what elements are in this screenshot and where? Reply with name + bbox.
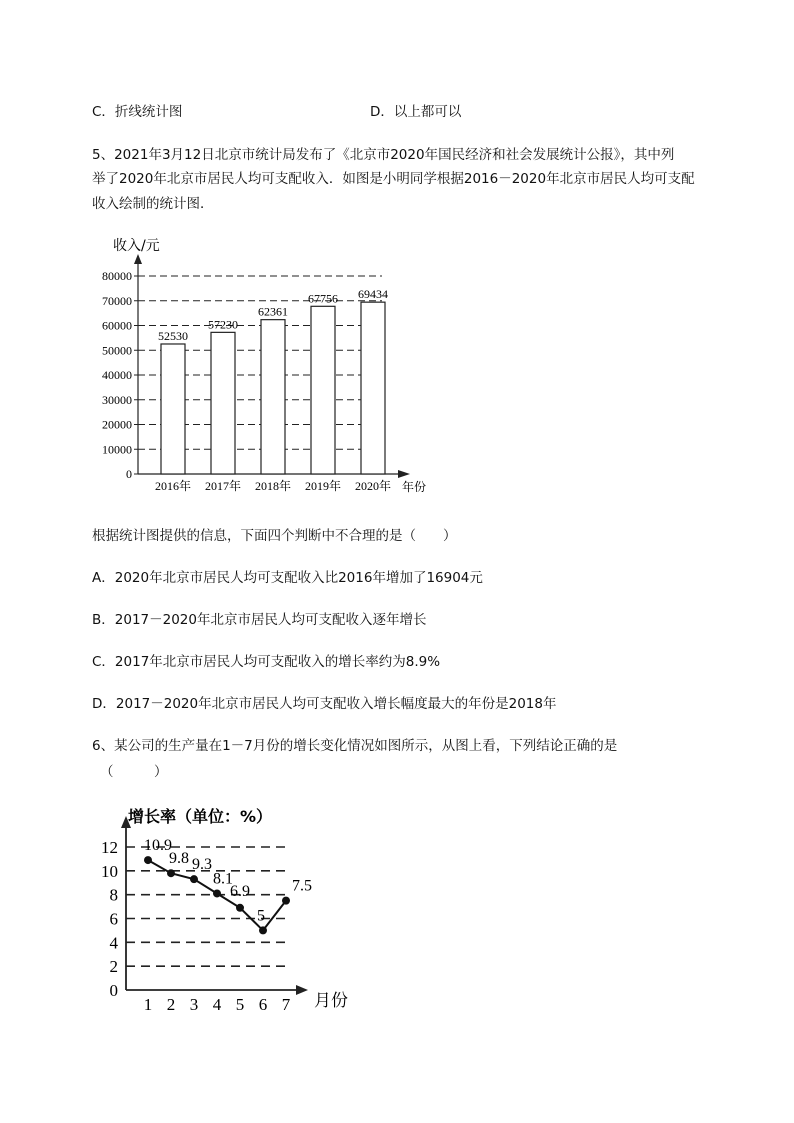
x-tick-label: 4 xyxy=(212,995,222,1014)
data-point xyxy=(190,875,198,883)
x-tick-label: 3 xyxy=(189,995,199,1014)
y-tick-label: 2 xyxy=(109,957,118,977)
y-tick-label: 4 xyxy=(109,933,118,953)
x-axis-title: 月份 xyxy=(314,991,348,1011)
bar xyxy=(161,344,185,474)
y-tick-label: 30000 xyxy=(102,392,132,407)
x-tick-label: 2017年 xyxy=(204,479,242,493)
x-axis-arrow xyxy=(296,985,308,995)
data-label: 9.3 xyxy=(192,856,212,874)
x-tick-label: 2020年 xyxy=(354,479,392,493)
x-axis-arrow xyxy=(398,470,410,478)
bar-value-label: 57230 xyxy=(208,317,238,332)
x-tick-label: 6 xyxy=(258,995,268,1014)
income-bar-chart xyxy=(80,228,440,498)
y-tick-label: 10 xyxy=(101,861,118,881)
y-tick-label: 6 xyxy=(109,909,118,929)
data-point xyxy=(167,869,175,877)
q5-stem: 根据统计图提供的信息，下面四个判断中不合理的是（ ） xyxy=(92,528,457,544)
bar-value-label: 52530 xyxy=(158,328,188,343)
data-point xyxy=(213,889,221,897)
q5-option-b: B．2017－2020年北京市居民人均可支配收入逐年增长 xyxy=(92,612,427,628)
data-point xyxy=(144,856,152,864)
y-axis-title: 增长率（单位：%） xyxy=(128,807,273,826)
x-tick-label: 5 xyxy=(235,995,245,1014)
x-tick-label: 2019年 xyxy=(304,479,342,493)
q5-option-a: A．2020年北京市居民人均可支配收入比2016年增加了16904元 xyxy=(92,570,483,586)
q5-text-line-2: 举了2020年北京市居民人均可支配收入．如图是小明同学根据2016－2020年北京市居民人均可支配 xyxy=(92,171,695,187)
data-label: 5 xyxy=(257,907,265,925)
x-axis-title: 年份 xyxy=(402,480,427,494)
bar-value-label: 67756 xyxy=(308,291,338,306)
data-label: 6.9 xyxy=(230,882,250,900)
y-tick-label: 0 xyxy=(109,981,118,1000)
bar-value-label: 62361 xyxy=(258,304,288,319)
bar xyxy=(211,332,235,474)
x-tick-label: 7 xyxy=(281,995,291,1014)
data-label: 7.5 xyxy=(292,877,312,895)
y-tick-label: 12 xyxy=(101,838,118,857)
q5-option-d: D．2017－2020年北京市居民人均可支配收入增长幅度最大的年份是2018年 xyxy=(92,696,557,712)
x-tick-label: 1 xyxy=(143,995,153,1014)
bar xyxy=(361,302,385,474)
x-tick-label: 2016年 xyxy=(154,479,192,493)
bar xyxy=(311,306,335,474)
q6-text-line-1: 6、某公司的生产量在1－7月份的增长变化情况如图所示，从图上看，下列结论正确的是 xyxy=(92,738,618,754)
y-tick-label: 70000 xyxy=(102,293,132,308)
y-tick-label: 80000 xyxy=(102,269,132,283)
x-tick-label: 2 xyxy=(166,995,176,1014)
q5-option-c: C．2017年北京市居民人均可支配收入的增长率约为8.9% xyxy=(92,654,441,670)
y-axis-title: 收入/元 xyxy=(113,238,160,254)
y-axis-arrow xyxy=(134,254,142,264)
q5-text-line-3: 收入绘制的统计图． xyxy=(92,196,214,212)
data-label: 9.8 xyxy=(169,850,189,868)
y-tick-label: 40000 xyxy=(102,368,132,382)
q6-answer-paren: （ ） xyxy=(100,764,168,780)
y-tick-label: 20000 xyxy=(102,417,132,432)
q5-text-line-1: 5、2021年3月12日北京市统计局发布了《北京市2020年国民经济和社会发展统计公报》，其中列 xyxy=(92,147,675,163)
bar-value-label: 69434 xyxy=(358,287,388,302)
bar xyxy=(261,320,285,474)
q4-option-d: D．以上都可以 xyxy=(370,104,462,120)
data-label: 10.9 xyxy=(144,837,172,855)
y-tick-label: 0 xyxy=(126,467,132,481)
data-point xyxy=(282,897,290,905)
y-tick-label: 60000 xyxy=(102,318,132,333)
y-tick-label: 10000 xyxy=(102,442,132,457)
data-point xyxy=(259,926,267,934)
data-label: 8.1 xyxy=(213,870,233,888)
x-tick-label: 2018年 xyxy=(254,479,292,493)
growth-rate-line-chart xyxy=(92,800,372,1020)
data-point xyxy=(236,904,244,912)
y-tick-label: 50000 xyxy=(102,343,132,358)
q4-option-c: C．折线统计图 xyxy=(92,104,183,120)
y-tick-label: 8 xyxy=(109,885,118,905)
